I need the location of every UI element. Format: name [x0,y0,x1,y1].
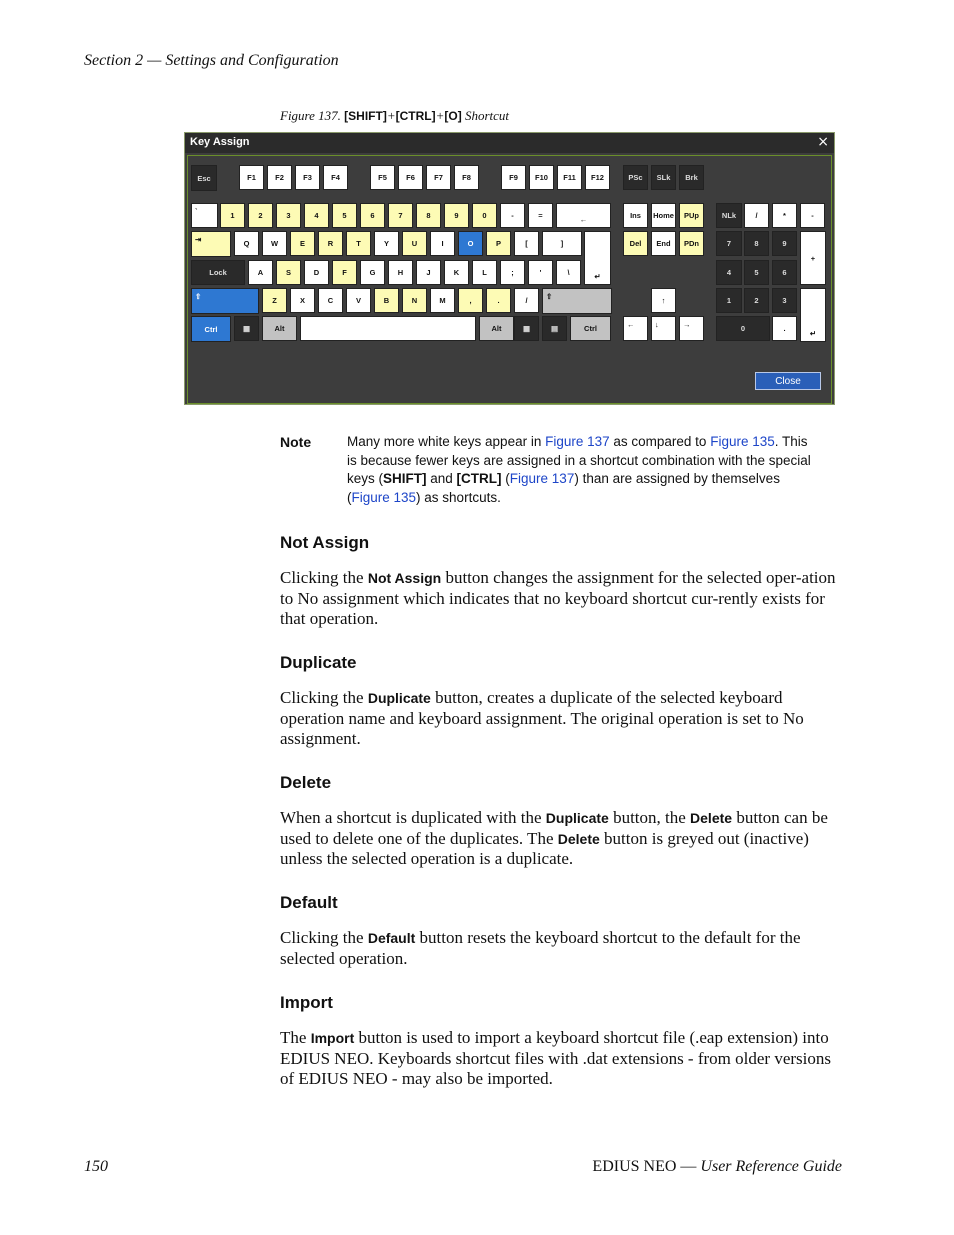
key-i[interactable]: I [430,231,455,256]
para-span: button, the [608,808,691,827]
key-backquote[interactable]: ` [191,203,218,228]
key-lock[interactable]: Lock [191,260,245,285]
key-pup[interactable]: PUp [679,203,704,228]
key-kp6[interactable]: 6 [772,260,797,285]
para-duplicate [280,688,842,750]
key-b[interactable]: B [374,288,399,313]
key-semicolon[interactable]: ; [500,260,525,285]
note-label: Note [280,434,312,450]
note-key-shift: SHIFT] [383,471,427,487]
key-h[interactable]: H [388,260,413,285]
caption-plus: + [435,108,445,123]
button-ref-duplicate: Duplicate [367,690,431,706]
key-right[interactable]: → [679,316,704,341]
key-o[interactable]: O [458,231,483,256]
key-f6[interactable]: F6 [398,165,423,190]
key-kp8[interactable]: 8 [744,231,769,256]
key-menu[interactable]: ▤ [542,316,567,341]
note-text [347,433,817,507]
heading-import: Import [280,993,333,1012]
key-kp1[interactable]: 1 [716,288,742,313]
dialog-titlebar [185,133,834,153]
button-ref-delete: Delete [690,810,733,826]
para-span: button resets the keyboard shortcut to the default for the selected operation. [280,928,801,968]
key-brk[interactable]: Brk [679,165,704,190]
key-n2[interactable]: 2 [248,203,273,228]
key-f7[interactable]: F7 [426,165,451,190]
key-equal[interactable]: = [528,203,553,228]
key-nlk[interactable]: NLk [716,203,742,228]
key-lwin[interactable]: ▦ [234,316,259,341]
key-psc[interactable]: PSc [623,165,648,190]
key-kp7[interactable]: 7 [716,231,742,256]
key-n6[interactable]: 6 [360,203,385,228]
key-n8[interactable]: 8 [416,203,441,228]
footer-product: EDIUS NEO [592,1158,677,1175]
key-a[interactable]: A [248,260,273,285]
key-lctrl[interactable]: Ctrl [191,316,231,342]
section-header: Section 2 — Settings and Configuration [84,52,339,69]
key-down[interactable]: ↓ [651,316,676,341]
key-kp-enter[interactable]: ↵ [800,288,826,342]
key-kp-add[interactable]: + [800,231,826,285]
para-span: Clicking the [280,688,368,707]
key-f10[interactable]: F10 [529,165,554,190]
key-r[interactable]: R [318,231,343,256]
key-kp4[interactable]: 4 [716,260,742,285]
key-f9[interactable]: F9 [501,165,526,190]
button-ref-not-assign: Not Assign [367,570,442,586]
key-up[interactable]: ↑ [651,288,676,313]
key-comma[interactable]: , [458,288,483,313]
key-kp5[interactable]: 5 [744,260,769,285]
key-z[interactable]: Z [262,288,287,313]
key-assign-dialog [184,132,835,405]
key-slk[interactable]: SLk [651,165,676,190]
heading-delete: Delete [280,773,332,792]
key-enter[interactable]: ↵ [584,231,611,285]
note-span: and [426,471,457,487]
key-ins[interactable]: Ins [623,203,648,228]
key-k[interactable]: K [444,260,469,285]
key-esc[interactable]: Esc [191,165,217,191]
dialog-title: Key Assign [190,136,250,148]
key-space[interactable] [300,316,476,341]
note-span: ( [501,471,510,487]
key-kp2[interactable]: 2 [744,288,769,313]
key-kp-div[interactable]: / [744,203,769,228]
key-kp3[interactable]: 3 [772,288,797,313]
para-span: The [280,1028,311,1047]
note-span: Many more white keys appear in [347,434,546,449]
key-u[interactable]: U [402,231,427,256]
key-kp9[interactable]: 9 [772,231,797,256]
key-f8[interactable]: F8 [454,165,479,190]
figure-label: Figure 137. [280,108,341,123]
note-span: as compared to [609,434,711,449]
key-d[interactable]: D [304,260,329,285]
para-span: When a shortcut is duplicated with the [280,808,546,827]
key-g[interactable]: G [360,260,385,285]
button-ref-delete: Delete [557,830,600,847]
para-not-assign [280,568,842,630]
key-f5[interactable]: F5 [370,165,395,190]
key-end[interactable]: End [651,231,676,256]
button-ref-duplicate: Duplicate [545,810,609,826]
caption-key-ctrl: [CTRL] [395,109,436,123]
key-home[interactable]: Home [651,203,676,228]
key-n1[interactable]: 1 [220,203,245,228]
key-kp-mul[interactable]: * [772,203,797,228]
key-rbracket[interactable]: ] [542,231,582,256]
key-l[interactable]: L [472,260,497,285]
key-tab[interactable]: ⇥ [191,231,231,257]
footer-title [592,1158,842,1176]
link-figure-135[interactable]: Figure 135 [351,489,417,505]
key-n5[interactable]: 5 [332,203,357,228]
key-rwin[interactable]: ▦ [514,316,539,341]
key-kp0[interactable]: 0 [716,316,770,341]
heading-default: Default [280,893,338,912]
figure-caption [280,108,509,124]
key-pdn[interactable]: PDn [679,231,704,256]
key-n0[interactable]: 0 [472,203,497,228]
key-p[interactable]: P [486,231,511,256]
note-span: . This is because fewer keys are assigned in a shortcut combination with the special keys ( [347,434,811,487]
key-e[interactable]: E [290,231,315,256]
key-lshift[interactable]: ⇧ [191,288,259,314]
key-lbracket[interactable]: [ [514,231,539,256]
note-span: ) than are assigned by themselves ( [347,471,780,505]
key-quote[interactable]: ' [528,260,553,285]
key-rshift[interactable]: ⇧ [542,288,612,314]
page-number: 150 [84,1158,108,1175]
key-f[interactable]: F [332,260,357,285]
key-s[interactable]: S [276,260,301,285]
key-slash[interactable]: / [514,288,539,313]
key-rctrl[interactable]: Ctrl [570,316,611,341]
key-del[interactable]: Del [623,231,648,256]
key-n4[interactable]: 4 [304,203,329,228]
link-figure-137[interactable]: Figure 137 [545,434,610,449]
para-span: button is used to import a keyboard shortcut file (.eap extension) into EDIUS NEO. Keyboards shortcut files with .dat extensions - from older versions of EDIUS NEO - may also be imported. [280,1028,831,1088]
key-x[interactable]: X [290,288,315,313]
key-ralt[interactable]: Alt [479,316,514,341]
close-button[interactable]: Close [755,372,821,390]
key-t[interactable]: T [346,231,371,256]
para-span: button changes the assignment for the selected oper-ation to No assignment which indicates that no keyboard shortcut cur-rently exists for that operation. [280,568,836,628]
footer-dash: — [676,1158,701,1175]
key-f12[interactable]: F12 [585,165,610,190]
key-n[interactable]: N [402,288,427,313]
key-n9[interactable]: 9 [444,203,469,228]
key-f2[interactable]: F2 [267,165,292,190]
key-left[interactable]: ← [623,316,648,341]
footer-guide: User Reference Guide [700,1158,842,1175]
link-figure-137[interactable]: Figure 137 [509,471,575,487]
key-backslash[interactable]: \ [556,260,581,285]
key-f1[interactable]: F1 [239,165,264,190]
key-minus[interactable]: - [500,203,525,228]
key-v[interactable]: V [346,288,371,313]
caption-key-shift: [SHIFT] [344,109,387,123]
note-key-ctrl: [CTRL] [456,471,502,487]
para-span: Clicking the [280,928,368,947]
para-span: Clicking the [280,568,368,587]
heading-duplicate: Duplicate [280,653,357,672]
key-f4[interactable]: F4 [323,165,348,190]
key-y[interactable]: Y [374,231,399,256]
close-icon[interactable]: × [817,134,829,150]
caption-key-o: [O] [444,109,462,123]
para-span: button can be used to delete one of the duplicates. The [280,808,828,848]
para-delete [280,808,842,870]
key-n3[interactable]: 3 [276,203,301,228]
key-n7[interactable]: 7 [388,203,413,228]
key-c[interactable]: C [318,288,343,313]
key-j[interactable]: J [416,260,441,285]
button-ref-import: Import [310,1030,355,1046]
key-backspace[interactable]: ← [556,203,611,228]
caption-word: Shortcut [464,108,509,123]
para-span: button is greyed out (inactive) unless the selected operation is a duplicate. [280,828,809,868]
key-lalt[interactable]: Alt [262,316,297,341]
para-import [280,1028,842,1090]
para-span: button, creates a duplicate of the selected keyboard operation name and keyboard assignment. The original operation is set to No assignment. [280,688,804,748]
key-period[interactable]: . [486,288,511,313]
key-q[interactable]: Q [234,231,259,256]
key-m[interactable]: M [430,288,455,313]
para-default [280,928,842,969]
key-kp-sub[interactable]: - [800,203,825,228]
button-ref-default: Default [367,930,416,946]
note-span: ) as shortcuts. [416,489,501,505]
key-kp-dot[interactable]: . [772,316,797,341]
key-w[interactable]: W [262,231,287,256]
heading-not-assign: Not Assign [280,533,370,552]
key-f3[interactable]: F3 [295,165,320,190]
caption-plus: + [386,108,396,123]
key-f11[interactable]: F11 [557,165,582,190]
link-figure-135[interactable]: Figure 135 [710,434,775,449]
